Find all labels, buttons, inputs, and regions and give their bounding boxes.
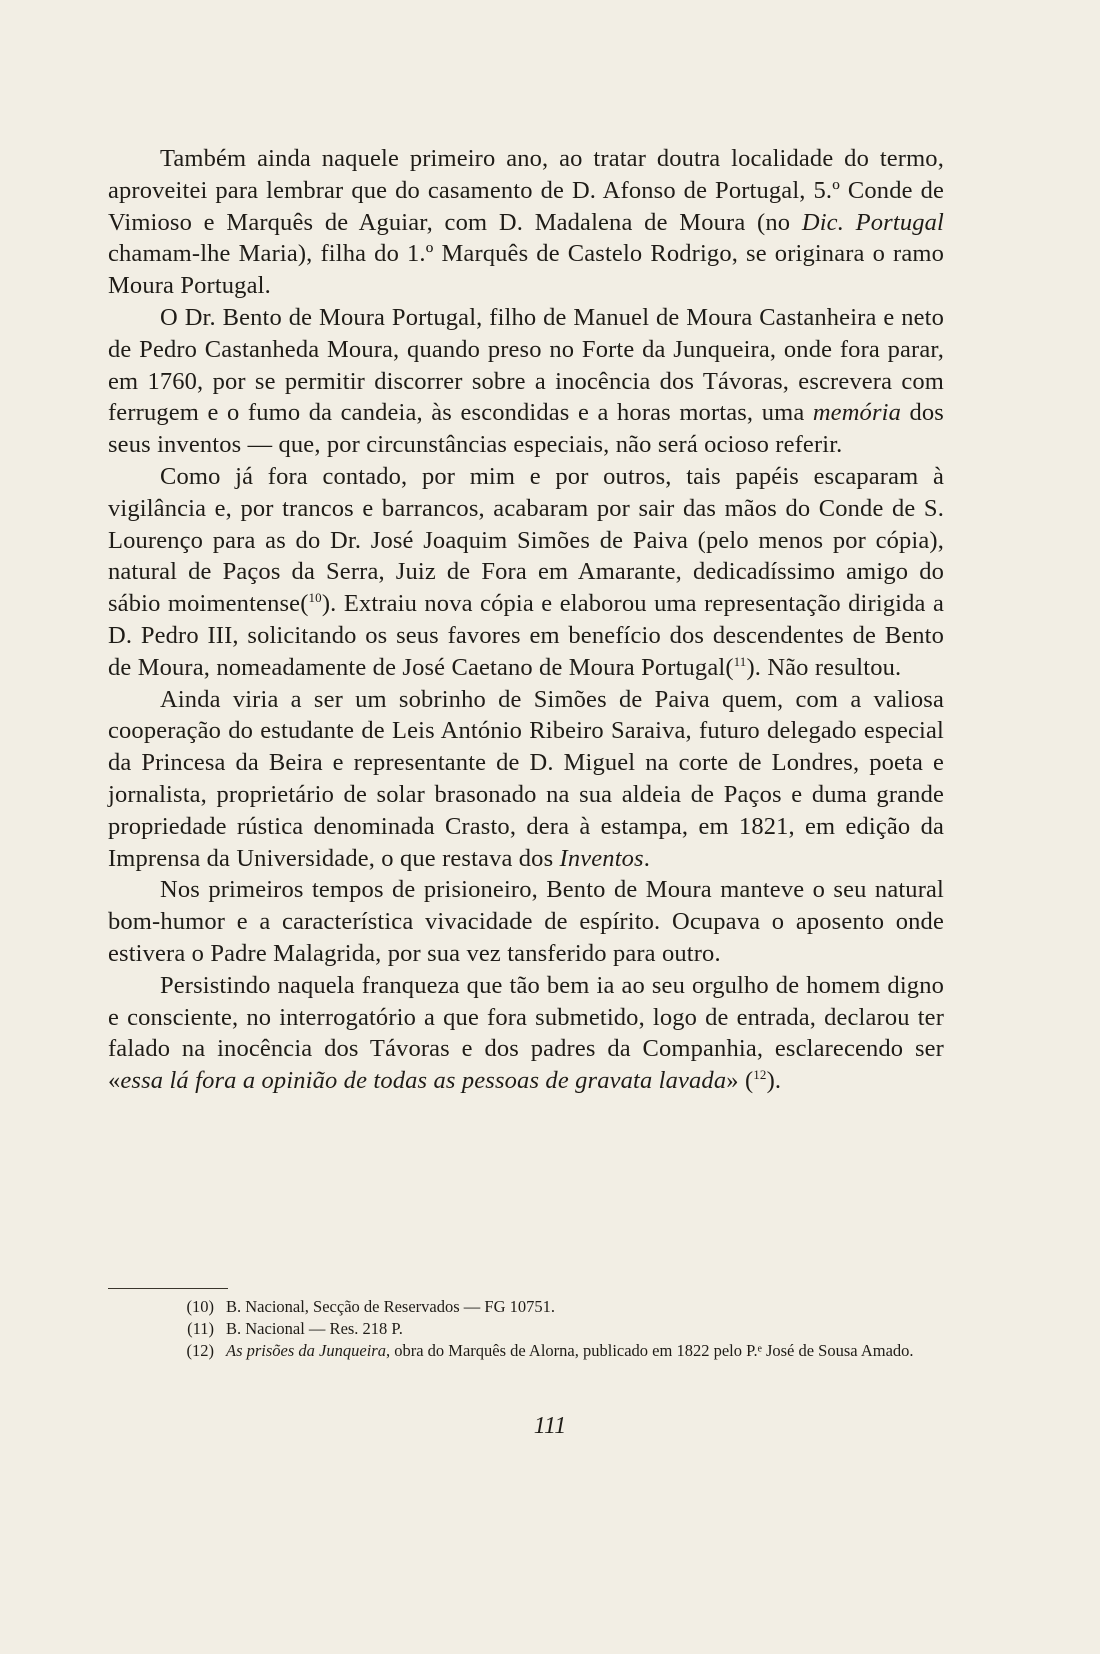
footnote xyxy=(108,1340,944,1362)
footnote-number: (12) xyxy=(186,1341,214,1360)
footnote-number: (10) xyxy=(186,1297,214,1316)
page-number: 111 xyxy=(533,1413,567,1439)
footnotes xyxy=(108,1296,944,1362)
italic-text: memória xyxy=(812,399,901,427)
footnote-reference: ($^{10}$) xyxy=(300,590,331,618)
footnote xyxy=(108,1318,944,1340)
footnote-rule xyxy=(108,1288,228,1289)
paragraph: Ainda viria a ser um sobrinho de Simões de Paiva quem, com a valiosa cooperação do estudante de Leis António Ribeiro Saraiva, futuro delegado especial da Princesa da Beira e representante de D. Miguel na corte de Londres, poeta e jornalista, proprietário de solar brasonado na sua aldeia de Paços e duma grande propriedade rústica denominada Crasto, dera à estampa, em 1821, em edição da Imprensa da Universidade, o que restava dos Inventos. xyxy=(108,685,944,872)
footnote-number: (11) xyxy=(187,1319,214,1338)
italic-text: As prisões da Junqueira xyxy=(226,1341,386,1360)
footnote-text: B. Nacional — Res. 218 P. xyxy=(226,1319,403,1338)
paragraph: Como já fora contado, por mim e por outros, tais papéis escaparam à vigilância e, por trancos e barrancos, acabaram por sair das mãos do Conde de S. Lourenço para as do Dr. José Joaquim Simões de Paiva (pelo menos por cópia), natural de Paços da Serra, Juiz de Fora em Amarante, dedicadíssimo amigo do sábio moimentense($^{10}$). Extraiu nova cópia e elaborou uma representação dirigida a D. Pedro III, solicitando os seus favores em benefício dos descendentes de Bento de Moura, nomeadamente de José Caetano de Moura Portugal($^{11}$). Não resultou. xyxy=(108,462,945,681)
paragraph: Nos primeiros tempos de prisioneiro, Bento de Moura manteve o seu natural bom-humor e a característica vivacidade de espírito. Ocupava o aposento onde estivera o Padre Malagrida, por sua vez tansferido para outro. xyxy=(108,876,944,967)
footnote-text: As prisões da Junqueira, obra do Marquês de Alorna, publicado em 1822 pelo P.ᵉ José de Sousa Amado. xyxy=(226,1341,914,1360)
footnote xyxy=(108,1296,944,1318)
italic-text: Dic. Portugal xyxy=(801,208,944,236)
paragraph: O Dr. Bento de Moura Portugal, filho de Manuel de Moura Castanheira e neto de Pedro Castanheda Moura, quando preso no Forte da Junqueira, onde fora parar, em 1760, por se permitir discorrer sobre a inocência dos Távoras, escrevera com ferrugem e o fumo da candeia, às escondidas e a horas mortas, uma memória dos seus inventos — que, por circunstâncias especiais, não será ocioso referir. xyxy=(108,303,944,459)
body-text xyxy=(108,143,944,1097)
italic-text: essa lá fora a opinião de todas as pessoas de gravata lavada xyxy=(120,1067,727,1095)
italic-text: Inventos xyxy=(559,844,644,872)
paragraph: Também ainda naquele primeiro ano, ao tratar doutra localidade do termo, aproveitei para lembrar que do casamento de D. Afonso de Portugal, 5.º Conde de Vimioso e Marquês de Aguiar, com D. Madalena de Moura (no Dic. Portugal chamam-lhe Maria), filha do 1.º Marquês de Castelo Rodrigo, se originara o ramo Moura Portugal. xyxy=(108,145,944,300)
footnote-reference: ($^{12}$) xyxy=(744,1067,775,1095)
footnote-reference: ($^{11}$) xyxy=(725,653,755,681)
footnote-text: B. Nacional, Secção de Reservados — FG 10751. xyxy=(226,1297,556,1316)
paragraph: Persistindo naquela franqueza que tão bem ia ao seu orgulho de homem digno e consciente, no interrogatório a que fora submetido, logo de entrada, declarou ter falado na inocência dos Távoras e dos padres da Companhia, esclarecendo ser «essa lá fora a opinião de todas as pessoas de gravata lavada» ($^{12}$). xyxy=(108,971,944,1095)
